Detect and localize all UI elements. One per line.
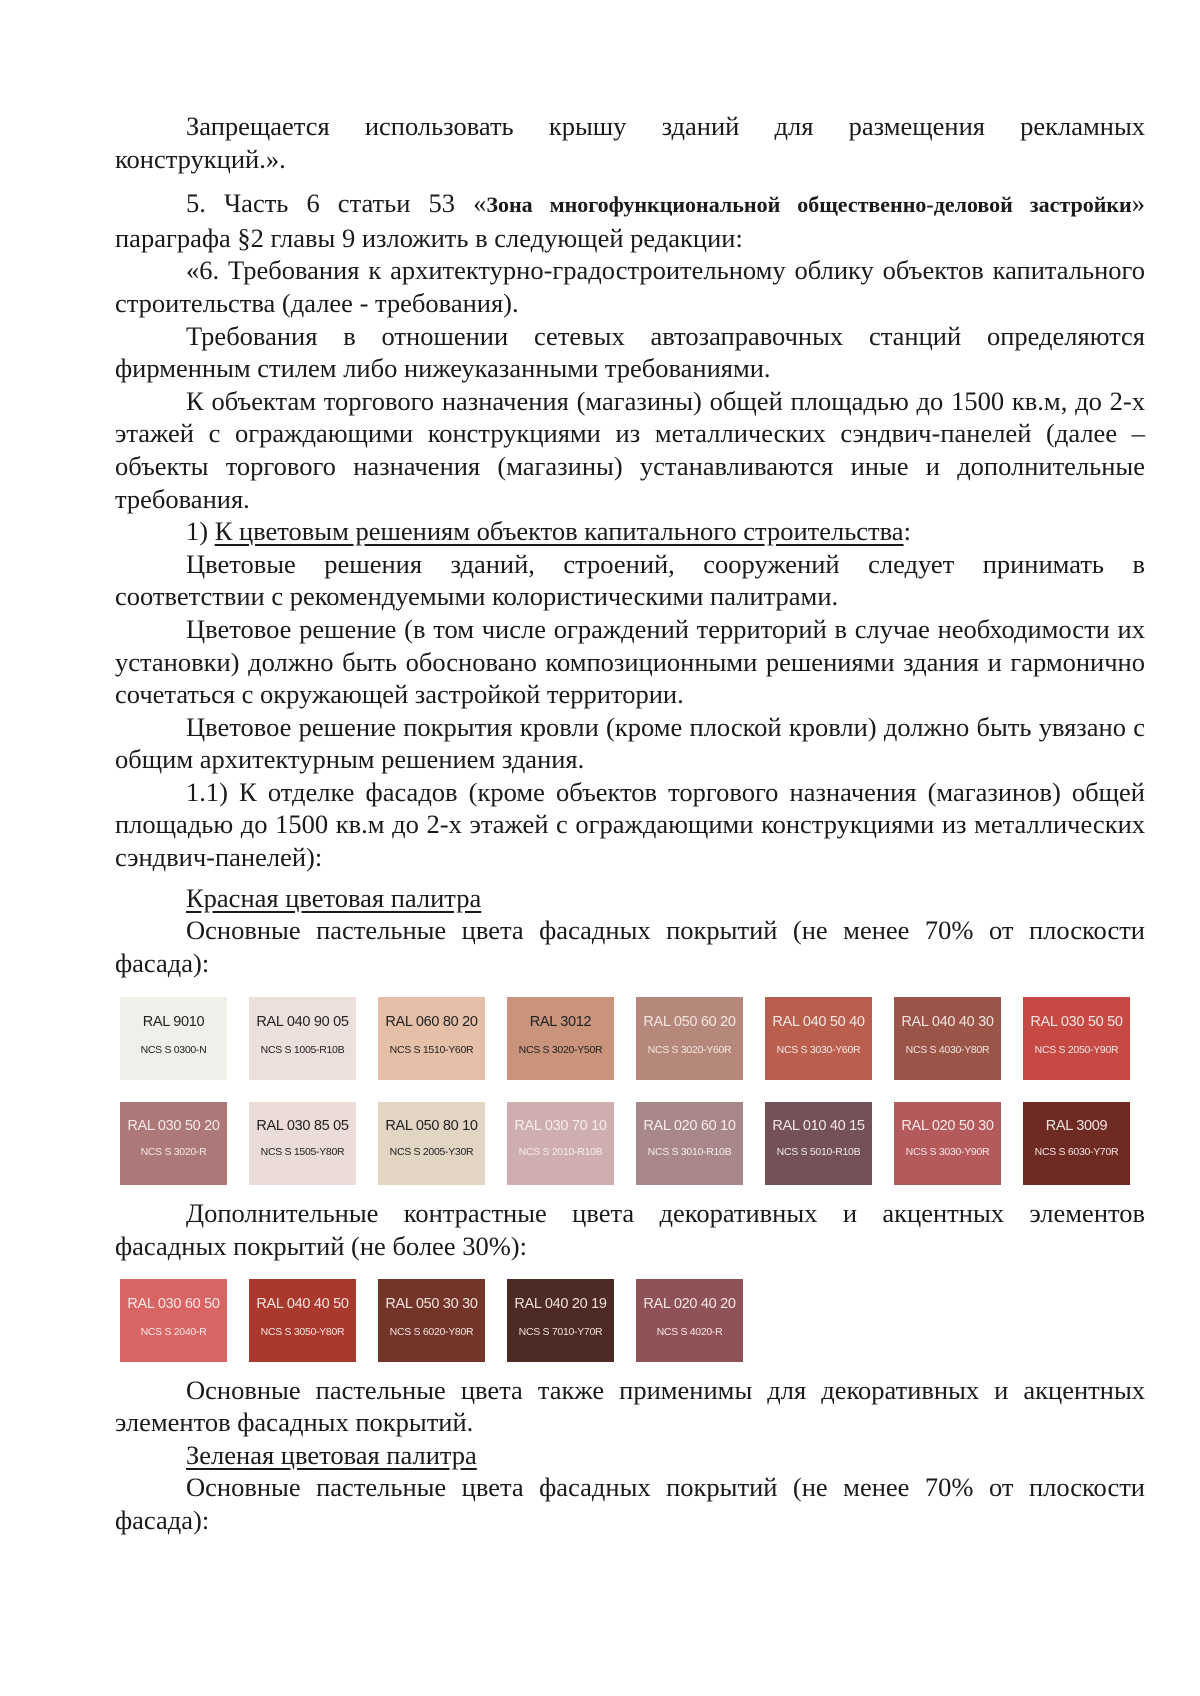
- swatch-ncs-code: NCS S 5010-R10B: [776, 1146, 861, 1159]
- item-number: 1): [186, 516, 215, 547]
- swatch-ncs-code: NCS S 3020-R: [140, 1146, 207, 1159]
- swatch-ncs-code: NCS S 7010-Y70R: [518, 1325, 603, 1338]
- paragraph-contrast-colors: Дополнительные контрастные цвета декоративных и акцентных элементов фасадных покрытий (не более 30%):: [115, 1198, 1145, 1262]
- color-swatch: [507, 1102, 614, 1185]
- amendment-5-end: » параграфа §2 главы 9 изложить в следующей редакции:: [115, 188, 1145, 253]
- color-swatch: [120, 997, 227, 1080]
- swatch-ral-code: RAL 020 60 10: [643, 1118, 736, 1135]
- paragraph-requirements-6: «6. Требования к архитектурно-градостроительному облику объектов капитального строительства (далее - требования).: [115, 255, 1145, 318]
- color-swatch: [636, 1279, 743, 1362]
- swatch-ncs-code: NCS S 4030-Y80R: [905, 1044, 990, 1057]
- paragraph-gas-stations: Требования в отношении сетевых автозаправочных станций определяются фирменным стилем либо нижеуказанными требованиями.: [115, 320, 1145, 384]
- paragraph-green-main-pastel: Основные пастельные цвета фасадных покрытий (не менее 70% от плоскости фасада):: [115, 1472, 1145, 1535]
- color-swatch: [894, 1102, 1001, 1185]
- color-swatch: [1023, 997, 1130, 1080]
- color-solutions-heading: К цветовым решениям объектов капитального строительства: [214, 516, 904, 547]
- swatch-ncs-code: NCS S 4020-R: [656, 1325, 723, 1338]
- swatch-ral-code: RAL 060 80 20: [385, 1014, 478, 1031]
- color-swatch: [378, 1279, 485, 1362]
- swatch-ral-code: RAL 040 40 50: [256, 1295, 349, 1312]
- swatch-ral-code: RAL 030 60 50: [127, 1295, 220, 1312]
- swatch-ral-code: RAL 050 30 30: [385, 1295, 478, 1312]
- swatch-ncs-code: NCS S 2005-Y30R: [389, 1146, 474, 1159]
- color-swatch: [249, 1279, 356, 1362]
- swatch-ncs-code: NCS S 6020-Y80R: [389, 1325, 474, 1338]
- green-palette-heading: Зеленая цветовая палитра: [186, 1439, 477, 1470]
- paragraph-amendment-5: [115, 187, 1145, 254]
- color-swatch: [765, 997, 872, 1080]
- swatch-ncs-code: NCS S 3030-Y60R: [776, 1044, 861, 1057]
- swatch-ncs-code: NCS S 3020-Y50R: [518, 1044, 603, 1057]
- paragraph-main-pastel: Основные пастельные цвета фасадных покрытий (не менее 70% от плоскости фасада):: [115, 915, 1145, 978]
- swatch-ncs-code: NCS S 3030-Y90R: [905, 1146, 990, 1159]
- swatch-ral-code: RAL 040 20 19: [514, 1295, 607, 1312]
- color-swatch: [249, 997, 356, 1080]
- color-swatch: [894, 997, 1001, 1080]
- paragraph-roof-ads: Запрещается использовать крышу зданий для размещения рекламных конструкций.».: [115, 111, 1145, 174]
- color-swatch: [1023, 1102, 1130, 1185]
- swatch-ral-code: RAL 030 50 20: [127, 1118, 220, 1135]
- zone-name: Зона многофункциональной общественно-деловой застройки: [486, 192, 1132, 218]
- color-swatch: [636, 1102, 743, 1185]
- heading-colon: :: [903, 516, 911, 547]
- swatch-ral-code: RAL 020 50 30: [901, 1118, 994, 1135]
- swatch-ral-code: RAL 010 40 15: [772, 1118, 865, 1135]
- paragraph-fences: Цветовое решение (в том числе ограждений территорий в случае необходимости их установки) должно быть обосновано композиционными решениями здания и гармонично сочетаться с окружающей застройкой территории.: [115, 613, 1145, 710]
- swatch-ncs-code: NCS S 2010-R10B: [518, 1146, 603, 1159]
- color-swatch: [120, 1102, 227, 1185]
- swatch-ral-code: RAL 040 50 40: [772, 1014, 865, 1031]
- color-swatch: [636, 997, 743, 1080]
- swatch-ral-code: RAL 3009: [1045, 1118, 1108, 1135]
- paragraph-color-heading: [115, 515, 1145, 548]
- color-swatch: [507, 1279, 614, 1362]
- swatch-ncs-code: NCS S 6030-Y70R: [1034, 1146, 1119, 1159]
- document-page: [115, 110, 1145, 1537]
- swatch-ncs-code: NCS S 3010-R10B: [647, 1146, 732, 1159]
- swatch-ncs-code: NCS S 1005-R10B: [260, 1044, 345, 1057]
- color-swatch: [249, 1102, 356, 1185]
- color-swatch: [765, 1102, 872, 1185]
- color-swatch: [378, 1102, 485, 1185]
- swatch-row-main-1: [120, 997, 1145, 1080]
- color-swatch: [378, 997, 485, 1080]
- amendment-5-start: 5. Часть 6 статьи 53 «: [186, 188, 487, 219]
- red-palette-heading: Красная цветовая палитра: [186, 882, 482, 913]
- swatch-row-main-2: [120, 1102, 1145, 1185]
- swatch-ncs-code: NCS S 3050-Y80R: [260, 1325, 345, 1338]
- paragraph-palettes: Цветовые решения зданий, строений, сооружений следует принимать в соответствии с рекомендуемыми колористическими палитрами.: [115, 548, 1145, 612]
- paragraph-trade-objects: К объектам торгового назначения (магазины) общей площадью до 1500 кв.м, до 2-х этажей с ограждающими конструкциями из металлических сэндвич-панелей (далее – объекты торгового назначения (магазины) устанавливаются иные и дополнительные требования.: [115, 385, 1145, 514]
- paragraph-pastel-applicable: Основные пастельные цвета также применимы для декоративных и акцентных элементов фасадных покрытий.: [115, 1374, 1145, 1438]
- swatch-ral-code: RAL 9010: [142, 1014, 205, 1031]
- swatch-ral-code: RAL 030 85 05: [256, 1118, 349, 1135]
- swatch-ncs-code: NCS S 2050-Y90R: [1034, 1044, 1119, 1057]
- color-swatch: [507, 997, 614, 1080]
- swatch-row-contrast: [120, 1279, 1145, 1362]
- swatch-ncs-code: NCS S 2040-R: [140, 1325, 207, 1338]
- swatch-ncs-code: NCS S 1510-Y60R: [389, 1044, 474, 1057]
- paragraph-roof-color: Цветовое решение покрытия кровли (кроме плоской кровли) должно быть увязано с общим архитектурным решением здания.: [115, 711, 1145, 775]
- swatch-ral-code: RAL 040 40 30: [901, 1014, 994, 1031]
- swatch-ncs-code: NCS S 3020-Y60R: [647, 1044, 732, 1057]
- color-swatch: [120, 1279, 227, 1362]
- swatch-ral-code: RAL 040 90 05: [256, 1014, 349, 1031]
- swatch-ral-code: RAL 030 70 10: [514, 1118, 607, 1135]
- swatch-ral-code: RAL 050 60 20: [643, 1014, 736, 1031]
- swatch-ral-code: RAL 050 80 10: [385, 1118, 478, 1135]
- swatch-ral-code: RAL 030 50 50: [1030, 1014, 1123, 1031]
- paragraph-facade-finish: 1.1) К отделке фасадов (кроме объектов торгового назначения (магазинов) общей площадью до 1500 кв.м до 2-х этажей с ограждающими конструкциями из металлических сэндвич-панелей):: [115, 776, 1145, 873]
- swatch-ral-code: RAL 020 40 20: [643, 1295, 736, 1312]
- swatch-ncs-code: NCS S 0300-N: [140, 1044, 207, 1057]
- swatch-ncs-code: NCS S 1505-Y80R: [260, 1146, 345, 1159]
- swatch-ral-code: RAL 3012: [529, 1014, 592, 1031]
